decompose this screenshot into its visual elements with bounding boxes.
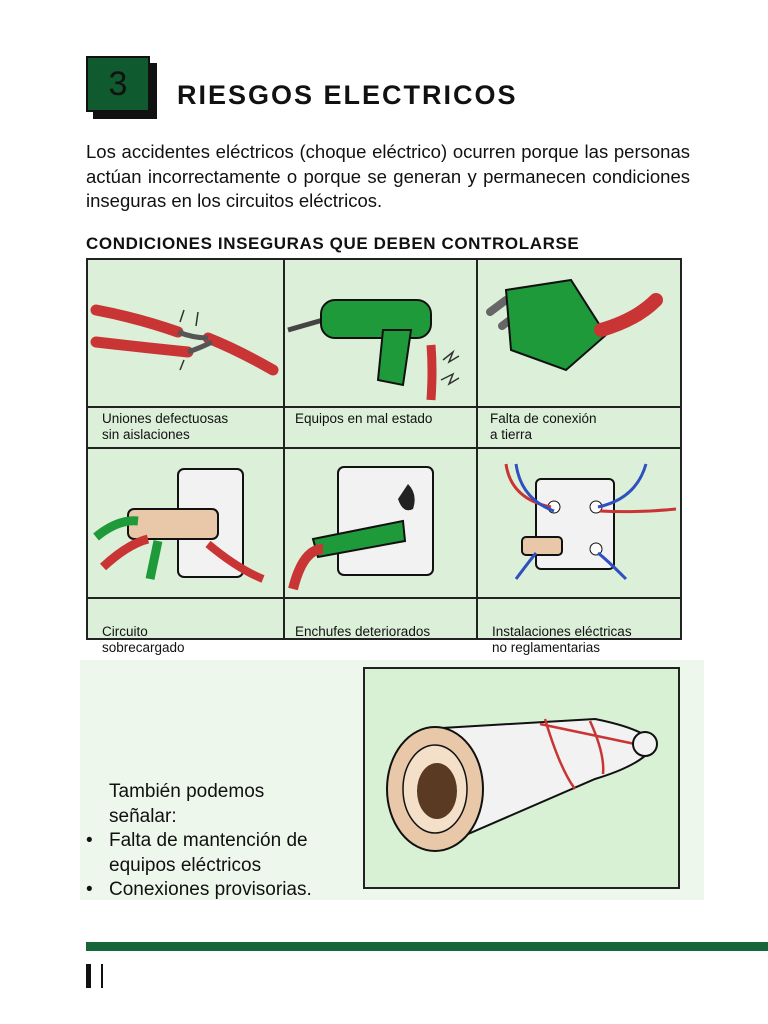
illustration-overloaded-circuit [88,449,283,597]
illustration-no-ground [476,260,680,406]
illustration-defective-joints [88,260,283,406]
page-marker-thick [86,964,91,988]
caption-damaged-plugs: Enchufes deteriorados [295,624,431,639]
intro-paragraph: Los accidentes eléctricos (choque eléctrico) ocurren porque las personas actúan incorrectamente o porque se generan y permanecen condiciones inseguras en los circuitos eléctricos. [86,141,690,211]
caption-damaged-equipment: Equipos en mal estado [295,411,433,426]
additional-intro-line-2: señalar: [109,805,177,827]
caption-non-compliant-installation: Instalaciones eléctricas no reglamentarias [492,624,632,655]
illustration-damaged-plugs [283,449,476,597]
bullet-marker: • [86,879,93,900]
chapter-number-badge [86,56,150,112]
chapter-number: 3 [108,65,128,103]
additional-conditions [86,780,312,903]
list-item: • Conexiones provisorias. [86,878,312,903]
caption-overloaded-circuit: Circuito sobrecargado [102,624,185,655]
caption-defective-joints: Uniones defectuosas sin aislaciones [102,411,229,442]
illustration-non-compliant-installation [476,449,680,597]
caption-no-ground: Falta de conexión a tierra [490,411,597,442]
bullet-marker: • [86,830,93,851]
conditions-grid [86,258,682,655]
list-item: • Falta de mantención de [86,829,312,854]
section-title: CONDICIONES INSEGURAS QUE DEBEN CONTROLARSE [86,234,580,253]
page-title: RIESGOS ELECTRICOS [177,80,518,110]
list-item-continuation: equipos eléctricos [109,854,262,876]
footer-bar [86,942,768,951]
illustration-damaged-equipment [283,260,476,406]
page-marker-thin [101,964,103,988]
additional-intro-line-1: También podemos [109,781,265,802]
illustration-portable-socket [363,667,680,889]
